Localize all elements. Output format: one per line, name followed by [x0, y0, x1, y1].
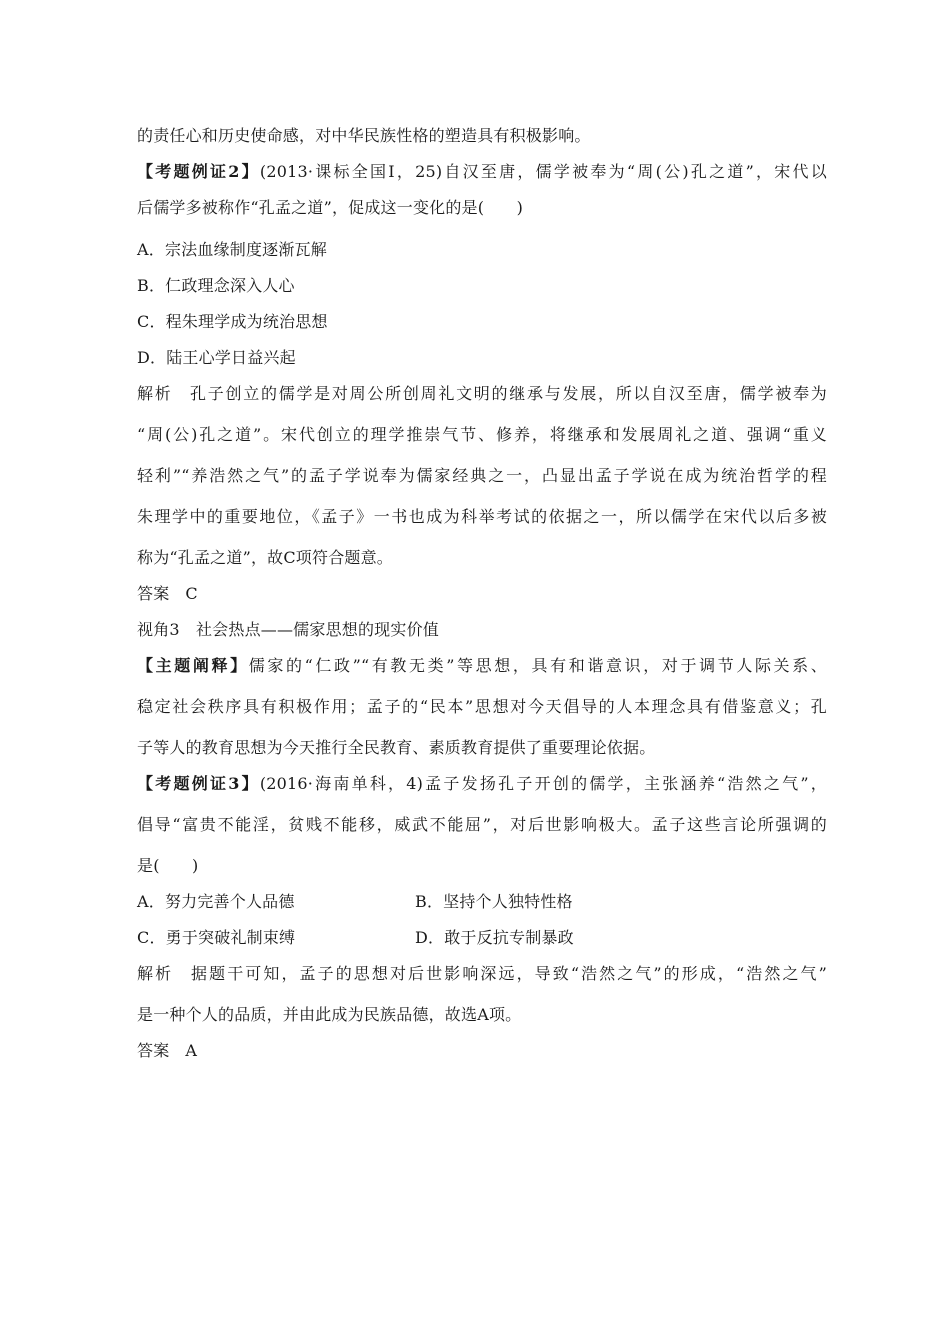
- paragraph-line: 的责任心和历史使命感，对中华民族性格的塑造具有积极影响。: [137, 126, 591, 145]
- analysis-label: 解析: [137, 384, 173, 403]
- example-2-option-c: C．程朱理学成为统治思想: [137, 312, 328, 331]
- example-2-tag: 【考题例证2】: [137, 162, 260, 181]
- example-3-tag: 【考题例证3】: [137, 774, 260, 793]
- theme-line-2: 稳定社会秩序具有积极作用；孟子的“民本”思想对今天倡导的人本理念具有借鉴意义；孔: [137, 697, 827, 716]
- example-3-analysis-line-2: 是一种个人的品质，并由此成为民族品德，故选A项。: [137, 1005, 522, 1024]
- example-2-analysis-line-3: 轻利”“养浩然之气”的孟子学说奉为儒家经典之一，凸显出孟子学说在成为统治哲学的程: [137, 466, 827, 485]
- example-3-option-d: D．敢于反抗专制暴政: [415, 928, 574, 947]
- example-2-analysis-line-4: 朱理学中的重要地位，《孟子》一书也成为科举考试的依据之一，所以儒学在宋代以后多被: [137, 507, 827, 526]
- example-3-stem-line-3: 是( ): [137, 856, 199, 875]
- example-2-answer: [137, 584, 827, 604]
- example-3-answer: [137, 1041, 827, 1061]
- answer-value: A: [185, 1041, 198, 1060]
- example-3-options-row-1: [137, 892, 827, 912]
- example-3-options-row-2: [137, 928, 827, 948]
- example-2-stem-text: (2013·课标全国Ⅰ，25)自汉至唐，儒学被奉为“周(公)孔之道”，宋代以: [259, 162, 827, 181]
- analysis-text: 孔子创立的儒学是对周公所创周礼文明的继承与发展，所以自汉至唐，儒学被奉为: [188, 384, 828, 403]
- theme-tag: 【主题阐释】: [137, 656, 249, 675]
- answer-label: 答案: [137, 1041, 170, 1060]
- example-2-analysis-line-5: 称为“孔孟之道”，故C项符合题意。: [137, 548, 394, 567]
- example-2-analysis-line-2: “周(公)孔之道”。宋代创立的理学推崇气节、修养，将继承和发展周礼之道、强调“重义: [137, 425, 827, 444]
- example-2-option-d: D．陆王心学日益兴起: [137, 348, 296, 367]
- example-2-stem-line-1: [137, 162, 827, 182]
- analysis-label: 解析: [137, 964, 174, 983]
- analysis-text: 据题干可知，孟子的思想对后世影响深远，导致“浩然之气”的形成，“浩然之气”: [189, 964, 827, 983]
- example-3-option-a: A．努力完善个人品德: [137, 892, 295, 911]
- example-3-option-c: C．勇于突破礼制束缚: [137, 928, 296, 947]
- section-title: 视角3 社会热点——儒家思想的现实价值: [137, 620, 439, 639]
- example-3-stem-line-1: [137, 774, 827, 794]
- example-2-option-b: B．仁政理念深入人心: [137, 276, 295, 295]
- theme-line-1: [137, 656, 827, 676]
- example-2-analysis-line-1: [137, 384, 827, 404]
- example-3-stem-line-2: 倡导“富贵不能淫，贫贱不能移，威武不能屈”，对后世影响极大。孟子这些言论所强调的: [137, 815, 827, 834]
- theme-line-3: 子等人的教育思想为今天推行全民教育、素质教育提供了重要理论依据。: [137, 738, 656, 757]
- example-3-stem-text: (2016·海南单科，4)孟子发扬孔子开创的儒学，主张涵养“浩然之气”，: [259, 774, 827, 793]
- example-3-option-b: B．坚持个人独特性格: [415, 892, 573, 911]
- example-2-option-a: A．宗法血缘制度逐渐瓦解: [137, 240, 327, 259]
- theme-text: 儒家的“仁政”“有教无类”等思想，具有和谐意识，对于调节人际关系、: [248, 656, 827, 675]
- example-2-stem-line-2: 后儒学多被称作“孔孟之道”，促成这一变化的是( ): [137, 198, 524, 217]
- example-3-analysis-line-1: [137, 964, 827, 984]
- answer-value: C: [185, 584, 198, 603]
- answer-label: 答案: [137, 584, 170, 603]
